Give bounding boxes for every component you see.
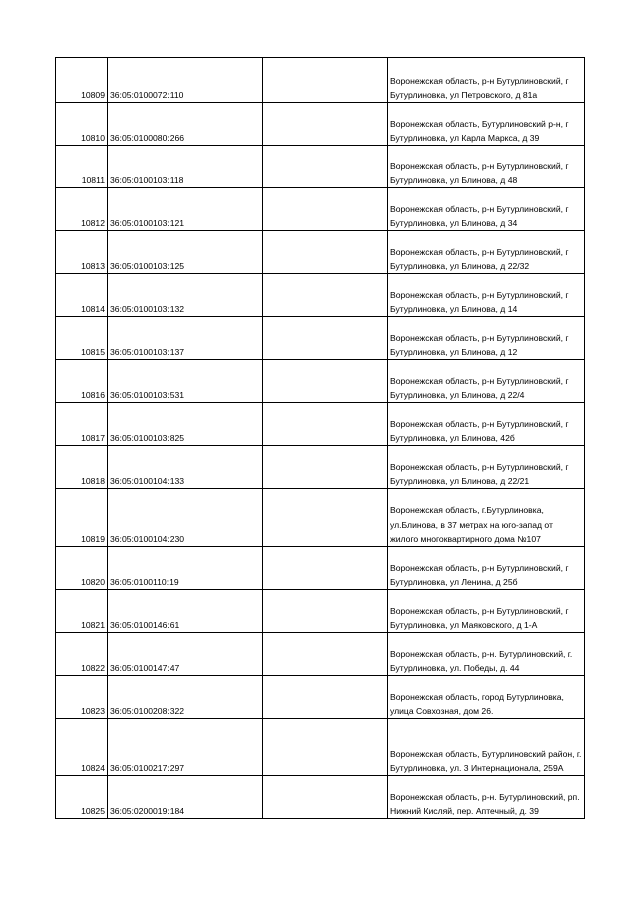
address-cell: Воронежская область, р-н Бутурлиновский, г Бутурлиновка, ул Блинова, д 14 — [388, 274, 585, 317]
address-cell: Воронежская область, р-н Бутурлиновский, г Бутурлиновка, ул Блинова, д 34 — [388, 188, 585, 231]
cadastral-number: 36:05:0100103:121 — [108, 188, 263, 231]
address-cell: Воронежская область, город Бутурлиновка, улица Совхозная, дом 26. — [388, 676, 585, 719]
empty-cell — [263, 633, 388, 676]
table-row — [56, 633, 585, 676]
row-number: 10825 — [56, 776, 108, 819]
cadastral-number: 36:05:0100104:133 — [108, 446, 263, 489]
table-row — [56, 103, 585, 146]
row-number: 10814 — [56, 274, 108, 317]
cadastral-number: 36:05:0100103:125 — [108, 231, 263, 274]
row-number: 10816 — [56, 360, 108, 403]
empty-cell — [263, 776, 388, 819]
empty-cell — [263, 103, 388, 146]
address-cell: Воронежская область, р-н Бутурлиновский, г Бутурлиновка, ул Петровского, д 81а — [388, 58, 585, 103]
cadastral-number: 36:05:0100103:118 — [108, 146, 263, 188]
cadastral-number: 36:05:0100104:230 — [108, 489, 263, 547]
table-row — [56, 776, 585, 819]
table-row — [56, 231, 585, 274]
table-row — [56, 489, 585, 547]
cadastral-number: 36:05:0100146:61 — [108, 590, 263, 633]
table-row — [56, 274, 585, 317]
table-row — [56, 146, 585, 188]
address-cell: Воронежская область, р-н Бутурлиновский, г Бутурлиновка, ул Блинова, д 22/32 — [388, 231, 585, 274]
empty-cell — [263, 317, 388, 360]
address-cell: Воронежская область, Бутурлиновский район, г. Бутурлиновка, ул. 3 Интернационала, 259А — [388, 719, 585, 776]
row-number: 10819 — [56, 489, 108, 547]
row-number: 10823 — [56, 676, 108, 719]
empty-cell — [263, 489, 388, 547]
address-cell: Воронежская область, Бутурлиновский р-н, г Бутурлиновка, ул Карла Маркса, д 39 — [388, 103, 585, 146]
row-number: 10813 — [56, 231, 108, 274]
address-cell: Воронежская область, р-н Бутурлиновский, г Бутурлиновка, ул Блинова, д 22/21 — [388, 446, 585, 489]
table-row — [56, 719, 585, 776]
address-cell: Воронежская область, р-н Бутурлиновский, г Бутурлиновка, ул Блинова, 42б — [388, 403, 585, 446]
table-row — [56, 676, 585, 719]
cadastral-number: 36:05:0200019:184 — [108, 776, 263, 819]
empty-cell — [263, 446, 388, 489]
table-row — [56, 188, 585, 231]
empty-cell — [263, 403, 388, 446]
cadastral-number: 36:05:0100072:110 — [108, 58, 263, 103]
cadastral-number: 36:05:0100080:266 — [108, 103, 263, 146]
row-number: 10824 — [56, 719, 108, 776]
row-number: 10822 — [56, 633, 108, 676]
empty-cell — [263, 360, 388, 403]
cadastral-number: 36:05:0100110:19 — [108, 547, 263, 590]
table-row — [56, 590, 585, 633]
cadastral-number: 36:05:0100147:47 — [108, 633, 263, 676]
empty-cell — [263, 231, 388, 274]
address-cell: Воронежская область, р-н. Бутурлиновский, рп. Нижний Кисляй, пер. Аптечный, д. 39 — [388, 776, 585, 819]
row-number: 10810 — [56, 103, 108, 146]
row-number: 10818 — [56, 446, 108, 489]
address-cell: Воронежская область, р-н Бутурлиновский, г Бутурлиновка, ул Маяковского, д 1-А — [388, 590, 585, 633]
empty-cell — [263, 676, 388, 719]
empty-cell — [263, 547, 388, 590]
empty-cell — [263, 274, 388, 317]
registry-table — [55, 57, 585, 819]
row-number: 10820 — [56, 547, 108, 590]
row-number: 10815 — [56, 317, 108, 360]
cadastral-number: 36:05:0100103:825 — [108, 403, 263, 446]
row-number: 10811 — [56, 146, 108, 188]
row-number: 10812 — [56, 188, 108, 231]
table-row — [56, 360, 585, 403]
registry-table-body — [56, 58, 585, 819]
row-number: 10817 — [56, 403, 108, 446]
row-number: 10821 — [56, 590, 108, 633]
table-row — [56, 547, 585, 590]
cadastral-number: 36:05:0100217:297 — [108, 719, 263, 776]
cadastral-number: 36:05:0100103:132 — [108, 274, 263, 317]
empty-cell — [263, 146, 388, 188]
table-row — [56, 446, 585, 489]
table-row — [56, 403, 585, 446]
table-row — [56, 58, 585, 103]
address-cell: Воронежская область, г.Бутурлиновка, ул.Блинова, в 37 метрах на юго-запад от жилого многоквартирного дома №107 — [388, 489, 585, 547]
cadastral-number: 36:05:0100103:531 — [108, 360, 263, 403]
address-cell: Воронежская область, р-н. Бутурлиновский, г. Бутурлиновка, ул. Победы, д. 44 — [388, 633, 585, 676]
cadastral-number: 36:05:0100208:322 — [108, 676, 263, 719]
empty-cell — [263, 58, 388, 103]
table-row — [56, 317, 585, 360]
address-cell: Воронежская область, р-н Бутурлиновский, г Бутурлиновка, ул Ленина, д 25б — [388, 547, 585, 590]
empty-cell — [263, 719, 388, 776]
cadastral-number: 36:05:0100103:137 — [108, 317, 263, 360]
row-number: 10809 — [56, 58, 108, 103]
address-cell: Воронежская область, р-н Бутурлиновский, г Бутурлиновка, ул Блинова, д 48 — [388, 146, 585, 188]
empty-cell — [263, 188, 388, 231]
empty-cell — [263, 590, 388, 633]
address-cell: Воронежская область, р-н Бутурлиновский, г Бутурлиновка, ул Блинова, д 12 — [388, 317, 585, 360]
address-cell: Воронежская область, р-н Бутурлиновский, г Бутурлиновка, ул Блинова, д 22/4 — [388, 360, 585, 403]
